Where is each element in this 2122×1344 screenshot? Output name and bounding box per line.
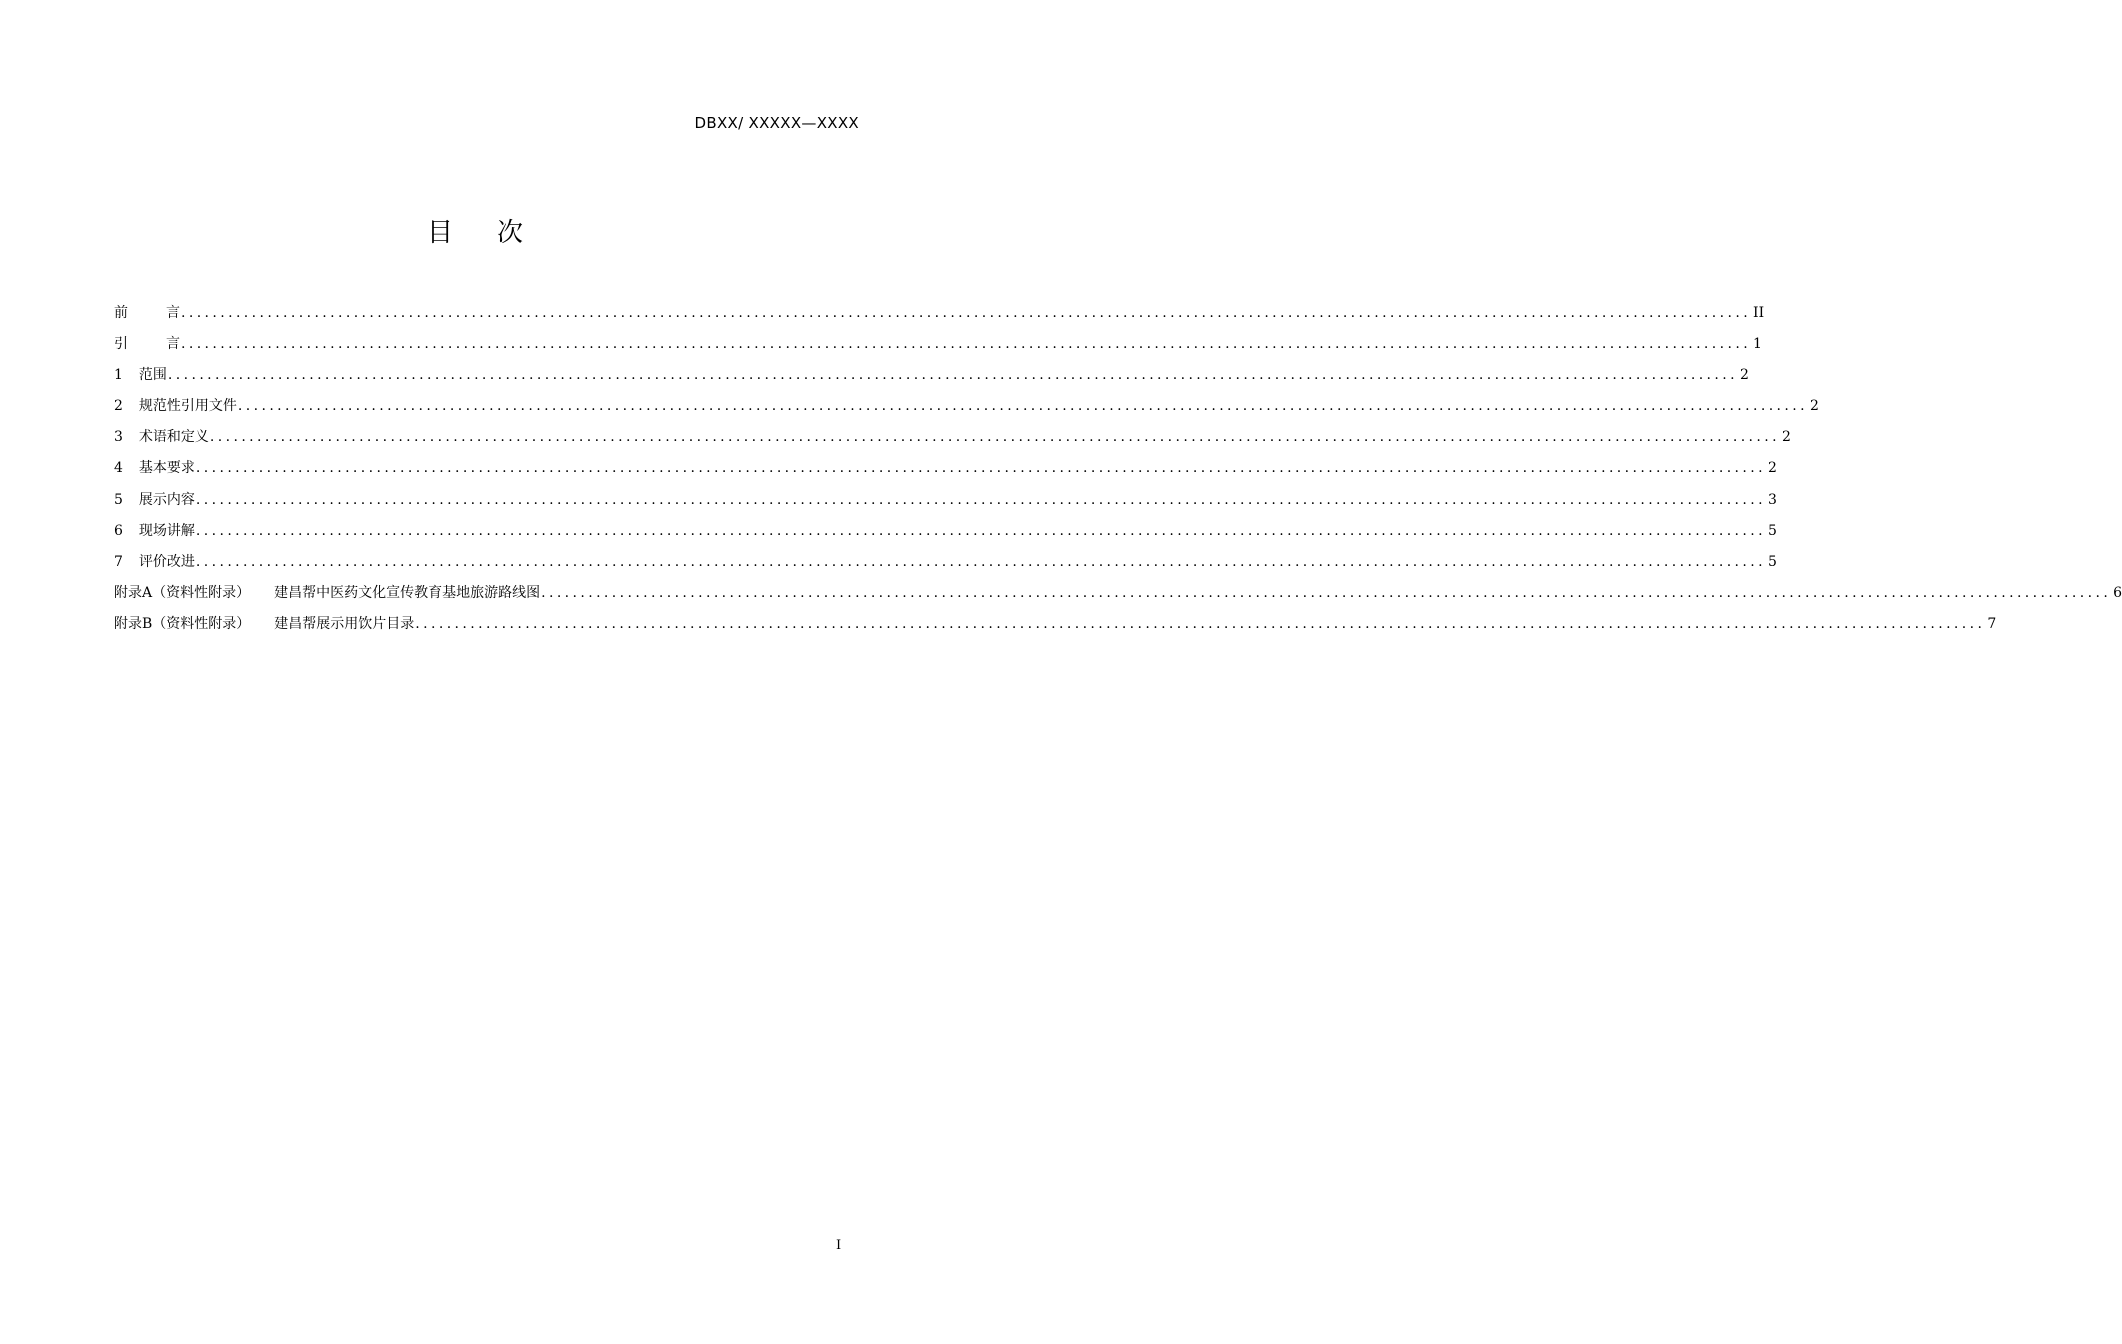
toc-entry-label (114, 393, 237, 419)
dot-leader: ........................................................................................................................................................................................................ (181, 336, 1752, 353)
toc-entry-page: 1 (1753, 336, 1762, 353)
toc-entry-label (114, 487, 195, 513)
toc-entry-page: 5 (1767, 553, 1777, 570)
toc-entry-number: 3 (114, 429, 123, 446)
toc-entry[interactable] (114, 455, 1777, 486)
document-code: DBXX/ XXXXX—XXXX (694, 114, 859, 132)
dot-leader: ........................................................................................................................................................................................................ (195, 491, 1766, 508)
toc-entry-page: II (1753, 305, 1765, 321)
toc-entry[interactable] (114, 393, 1819, 424)
toc-entry[interactable] (114, 424, 1791, 455)
page-number: I (836, 1238, 842, 1253)
toc-entry-label (114, 611, 414, 637)
dot-leader: ........................................................................................................................................................................................................ (209, 429, 1780, 446)
toc-entry-page: 2 (1767, 460, 1777, 477)
dot-leader: ........................................................................................................................................................................................................ (195, 553, 1766, 570)
toc-entry-label (114, 518, 195, 544)
dot-leader: ........................................................................................................................................................................................................ (167, 367, 1738, 384)
toc-entry-label (114, 331, 180, 357)
toc-entry-label (114, 455, 195, 481)
dot-leader: ........................................................................................................................................................................................................ (237, 398, 1808, 415)
title-char-1: 目 (426, 218, 453, 248)
toc-entry-number: 附录B（资料性附录） (114, 615, 251, 632)
toc-entry-number: 附录A（资料性附录） (114, 584, 251, 601)
table-of-contents (114, 300, 2122, 642)
toc-entry-page: 5 (1767, 522, 1777, 539)
dot-leader: ........................................................................................................................................................................................................ (181, 305, 1752, 321)
toc-entry-title: 规范性引用文件 (138, 398, 237, 415)
toc-entry-title: 术语和定义 (138, 429, 209, 446)
toc-entry-title: 现场讲解 (138, 522, 195, 539)
title-char-2: 次 (497, 218, 524, 248)
toc-entry-page: 6 (2113, 584, 2122, 601)
toc-entry-number: 6 (114, 522, 123, 539)
toc-entry-label (114, 549, 195, 575)
page-title (0, 212, 950, 249)
toc-entry-label-part: 言 (166, 305, 180, 321)
dot-leader: ........................................................................................................................................................................................................ (195, 460, 1766, 477)
toc-entry-page: 2 (1739, 367, 1749, 384)
toc-entry[interactable] (114, 580, 2122, 611)
toc-entry[interactable] (114, 300, 1765, 331)
toc-entry-label (114, 362, 167, 388)
toc-entry-label (114, 580, 540, 606)
toc-entry[interactable] (114, 549, 1777, 580)
toc-entry-page: 7 (1987, 615, 1997, 632)
toc-entry-number: 5 (114, 491, 123, 508)
toc-entry[interactable] (114, 518, 1777, 549)
toc-entry-title: 范围 (138, 367, 167, 384)
toc-entry[interactable] (114, 487, 1777, 518)
toc-entry-title: 基本要求 (138, 460, 195, 477)
toc-entry[interactable] (114, 611, 1997, 642)
toc-entry-title: 建昌帮展示用饮片目录 (274, 615, 415, 632)
toc-entry-label (114, 424, 209, 450)
toc-entry-number: 1 (114, 367, 123, 384)
toc-entry-number: 4 (114, 460, 123, 477)
toc-entry[interactable] (114, 331, 1762, 362)
toc-entry-page: 2 (1781, 429, 1791, 446)
toc-entry-title: 建昌帮中医药文化宣传教育基地旅游路线图 (274, 584, 541, 601)
toc-entry-page: 3 (1767, 491, 1777, 508)
dot-leader: ........................................................................................................................................................................................................ (415, 615, 1986, 632)
toc-entry-label-part: 引 (114, 336, 128, 353)
toc-entry-label-part: 前 (114, 305, 128, 321)
toc-entry-label (114, 300, 180, 326)
toc-entry-number: 7 (114, 553, 123, 570)
toc-entry-label-part: 言 (166, 336, 180, 353)
toc-entry-number: 2 (114, 398, 123, 415)
dot-leader: ........................................................................................................................................................................................................ (195, 522, 1766, 539)
toc-entry-title: 展示内容 (138, 491, 195, 508)
toc-entry-title: 评价改进 (138, 553, 195, 570)
toc-entry-page: 2 (1809, 398, 1819, 415)
dot-leader: ........................................................................................................................................................................................................ (541, 584, 2112, 601)
toc-entry[interactable] (114, 362, 1749, 393)
